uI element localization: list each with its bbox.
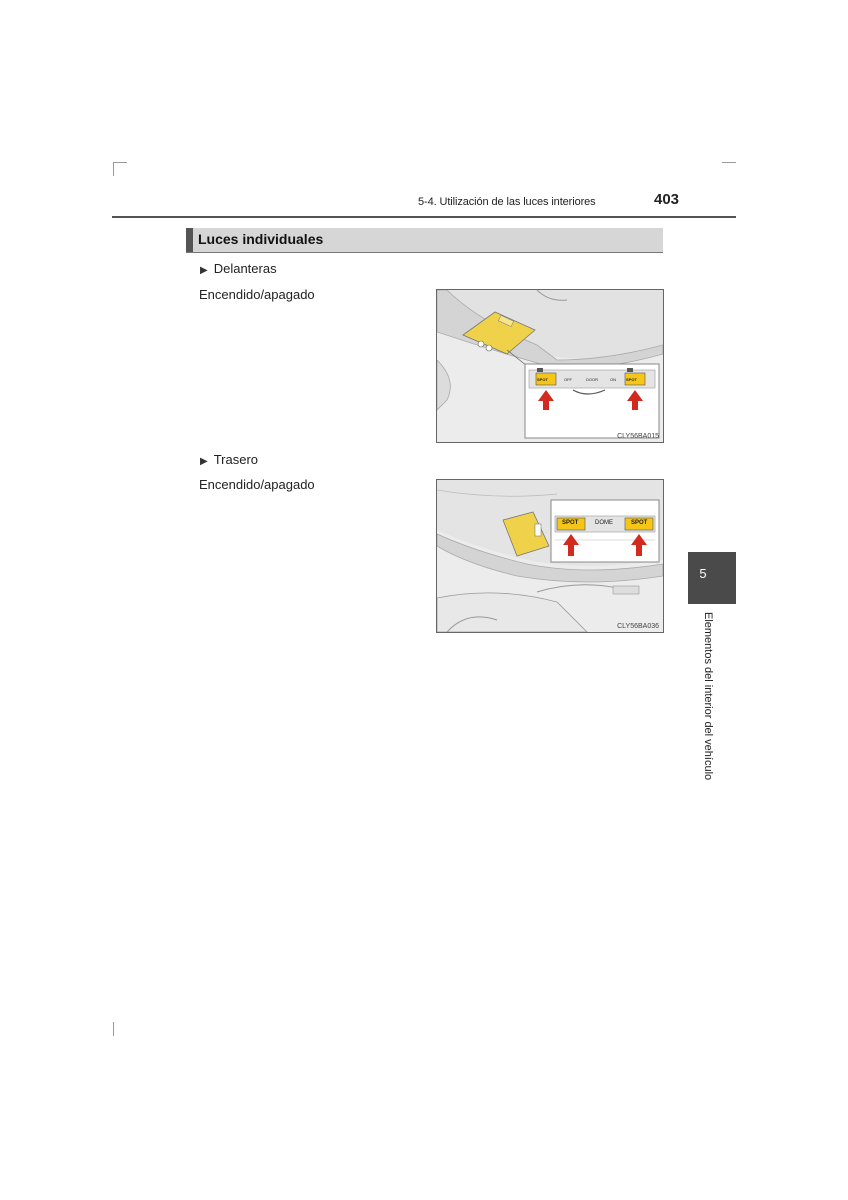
switch-label: DOME [595,520,613,526]
switch-label: SPOT [631,520,648,526]
subheading-front [200,261,277,276]
chapter-number: 5 [699,566,707,581]
subheading-label: Trasero [213,452,259,467]
figure-rear-lights [436,479,664,633]
figure-front-lights [436,289,664,443]
crop-mark [113,162,114,176]
triangle-bullet-icon: ▶ [200,265,208,276]
triangle-bullet-icon: ▶ [200,456,208,467]
switch-label: ON [610,377,616,382]
subheading-rear [200,452,258,467]
switch-label: SPOT [626,377,637,382]
body-text-front: Encendido/apagado [199,287,315,302]
page-number: 403 [654,191,680,208]
section-heading: Luces individuales [198,231,324,247]
heading-accent [186,228,193,252]
switch-label: DOOR [586,377,598,382]
crop-mark [113,162,127,163]
switch-label: SPOT [562,520,579,526]
chapter-tab [688,552,736,604]
rear-lights-illustration [437,480,663,632]
crop-mark [722,162,736,163]
subheading-label: Delanteras [213,261,277,276]
front-lights-illustration [437,290,663,442]
body-text-rear: Encendido/apagado [199,477,315,492]
section-heading-bar [186,228,663,253]
running-header: 5-4. Utilización de las luces interiores [418,196,596,208]
figure-code: CLY56BA036 [617,623,659,630]
figure-code: CLY56BA015 [617,433,659,440]
switch-label: OFF [564,377,572,382]
chapter-label: Elementos del interior del vehículo [702,612,714,781]
crop-mark [113,1022,114,1036]
header-rule [112,216,736,218]
switch-label: SPOT [537,377,548,382]
